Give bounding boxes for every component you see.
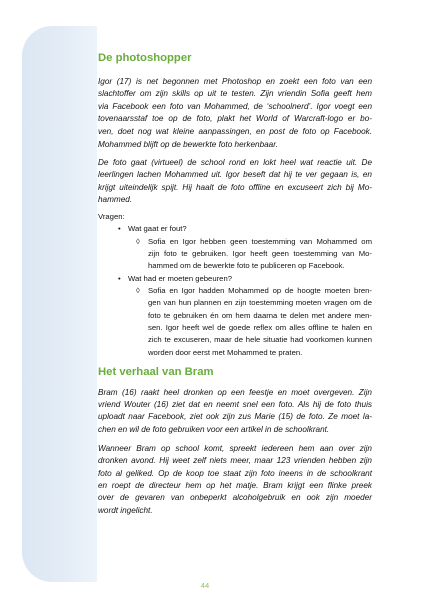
- text-line: sen. Igor heeft wel de goede reflex om alles offline te halen en: [148, 323, 372, 333]
- answer-text: [148, 285, 372, 359]
- text-line: foto te gebruiken én om hem daarna te delen met andere men-: [148, 310, 372, 320]
- answer-text: [148, 236, 372, 273]
- text-line: worden door eerst met Mohammed te praten.: [148, 347, 303, 357]
- text-line: over de gevaren van onbeperkt alcoholgebruik en ook zijn moeder: [98, 493, 372, 503]
- text-line: leerlingen lachen Mohammed uit. Igor beseft dat hij te ver gegaan is, en: [98, 170, 372, 180]
- text-line: zijn foto te gebruiken. Igor heeft geen toestemming van Mo-: [148, 248, 372, 258]
- diamond-icon: ◊: [136, 285, 140, 295]
- bullet-icon: •: [118, 273, 121, 283]
- page-number: 44: [200, 581, 210, 590]
- text-line: Sofia en Igor hebben geen toestemming van Mohammed om: [148, 236, 372, 246]
- question-item: [98, 223, 372, 235]
- story-paragraph: [98, 157, 372, 207]
- text-line: uploadt naar Facebook, ziet ook zijn zus Marie (15) de foto. Ze moet la-: [98, 412, 372, 422]
- bullet-icon: •: [118, 224, 121, 234]
- text-line: gen van hun plannen en zijn toestemming moeten vragen om de: [148, 298, 372, 308]
- story-paragraph: [98, 443, 372, 517]
- question-item: [98, 273, 372, 285]
- answer-item: [98, 236, 372, 273]
- text-line: krijgt uiteindelijk spijt. Hij haalt de foto offline en excuseert zich bij Mo-: [98, 182, 372, 192]
- text-line: dronken avond. Hij weet zelf niets meer, maar 123 vrienden hebben zijn: [98, 456, 372, 466]
- diamond-icon: ◊: [136, 236, 140, 246]
- text-line: slachtoffer om zijn skills op uit te testen. Zijn vriendin Sofia geeft hem: [98, 89, 372, 99]
- text-line: chen en wil de foto gebruiken voor een artikel in de schoolkrant.: [98, 424, 330, 434]
- section-heading: Het verhaal van Bram: [98, 366, 214, 378]
- text-line: tovenaarsstaf toe op de foto, plakt het World of Warcraft-logo er bo-: [98, 114, 372, 124]
- text-line: Sofia en Igor hadden Mohammed op de hoogte moeten bren-: [148, 285, 372, 295]
- questions-block: [98, 211, 372, 359]
- story-paragraph: [98, 76, 372, 152]
- text-line: via Facebook een foto van Mohammed, de ‘schoolnerd’. Igor voegt een: [98, 101, 372, 111]
- side-band-decoration: [22, 26, 97, 582]
- text-line: Igor (17) is net begonnen met Photoshop en zoekt een foto van een: [98, 76, 372, 86]
- text-line: foto al geliked. Op de koop toe staat zijn foto ineens in de schoolkrant: [98, 468, 372, 478]
- text-line: zich te excuseren, maar de hele situatie had voorkomen kunnen: [148, 335, 372, 345]
- text-line: ven, doet nog wat kleine aanpassingen, en post de foto op Facebook.: [98, 127, 372, 137]
- story-paragraph: [98, 387, 372, 436]
- text-line: Wanneer Bram op school komt, spreekt iedereen hem aan over zijn: [98, 443, 372, 453]
- text-line: hammed om de bewerkte foto te publiceren op Facebook.: [148, 261, 345, 271]
- question-text: Wat had er moeten gebeuren?: [128, 273, 232, 283]
- text-line: hammed.: [98, 195, 133, 205]
- text-line: en roept de directeur hem op het matje. Bram krijgt een flinke preek: [98, 481, 372, 491]
- question-text: Wat gaat er fout?: [128, 224, 187, 234]
- text-line: Bram (16) raakt heel dronken op een feestje en moet overgeven. Zijn: [98, 387, 372, 397]
- text-line: wordt ingelicht.: [98, 505, 153, 515]
- text-line: Mohammed blijft op de bewerkte foto herkenbaar.: [98, 139, 278, 149]
- text-line: vriend Wouter (16) ziet dat en neemt snel een foto. Als hij de foto thuis: [98, 400, 372, 410]
- answer-item: [98, 285, 372, 359]
- questions-label: Vragen:: [98, 211, 125, 221]
- section-heading: De photoshopper: [98, 52, 192, 64]
- text-line: De foto gaat (virtueel) de school rond en lokt heel wat reactie uit. De: [98, 157, 372, 167]
